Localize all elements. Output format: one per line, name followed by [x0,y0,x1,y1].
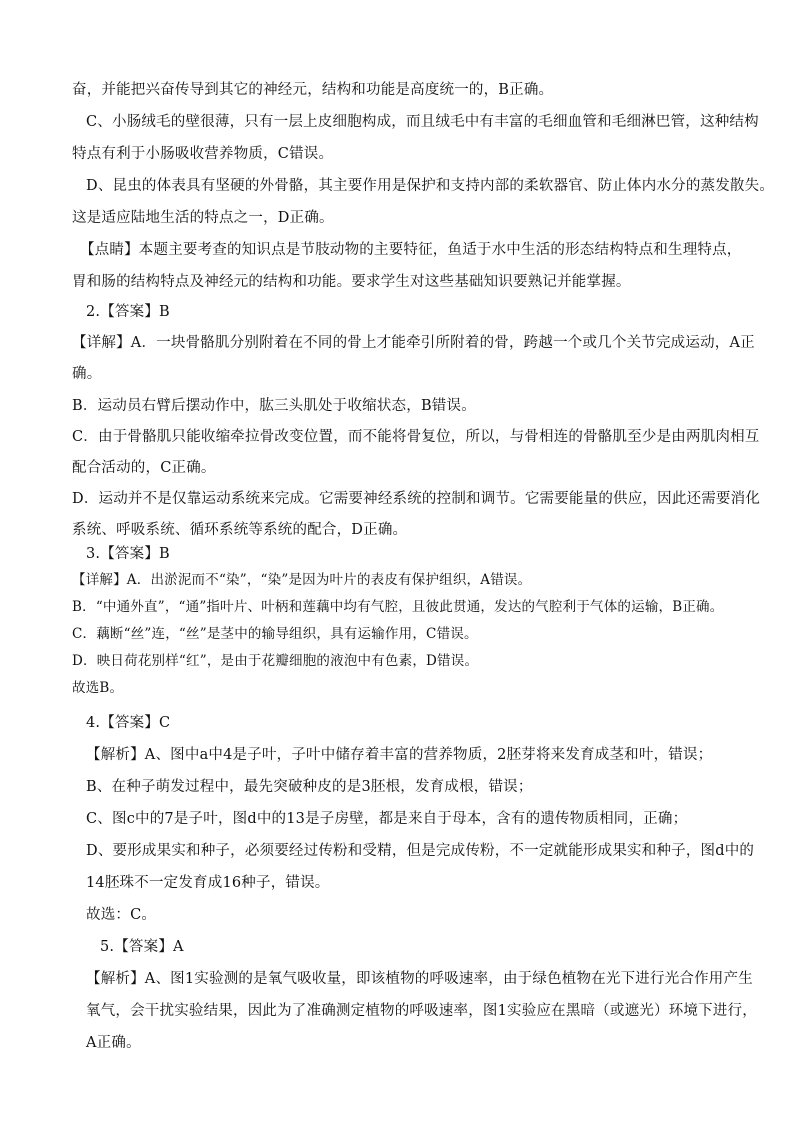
text-line: 故选：C。 [86,907,157,923]
text-line: 【点睛】本题主要考查的知识点是节肢动物的主要特征，鱼适于水中生活的形态结构特点和生理特点， [80,242,742,258]
text-line: D、要形成果实和种子，必须要经过传粉和受精，但是完成传粉，不一定就能形成果实和种子，图d中的 [86,843,755,859]
text-line: 故选B。 [72,680,124,696]
text-line: 奋，并能把兴奋传导到其它的神经元，结构和功能是高度统一的，B正确。 [72,82,554,98]
text-line: B、在种子萌发过程中，最先突破种皮的是3胚根，发育成根，错误； [86,779,533,795]
text-line: 特点有利于小肠吸收营养物质，C错误。 [72,146,334,162]
text-line: 确。 [72,366,102,382]
text-line: A正确。 [86,1035,141,1051]
answer-heading: 4.【答案】C [86,715,171,731]
text-line: B．运动员右臂后摆动作中，肱三头肌处于收缩状态，B错误。 [72,398,476,414]
text-line: 【解析】A、图中a中4是子叶，子叶中储存着丰富的营养物质，2胚芽将来发育成茎和叶，错误； [86,747,713,763]
text-line: 氧气，会干扰实验结果，因此为了准确测定植物的呼吸速率，图1实验应在黑暗（或遮光）环境下进行， [86,1003,757,1019]
text-line: 配合活动的，C正确。 [72,460,216,476]
text-line: 14胚珠不一定发育成16种子，错误。 [86,875,330,891]
answer-heading: 3.【答案】B [86,546,170,562]
text-line: 这是适应陆地生活的特点之一，D正确。 [72,210,334,226]
text-line: 系统、呼吸系统、循环系统等系统的配合，D正确。 [72,522,408,538]
answer-heading: 5.【答案】A [100,939,184,955]
text-line: D、昆虫的体表具有坚硬的外骨骼，其主要作用是保护和支持内部的柔软器官、防止体内水分的蒸发散失。 [86,178,775,194]
text-line: C、图c中的7是子叶，图d中的13是子房壁，都是来自于母本，含有的遗传物质相同，正确； [86,811,688,827]
text-line: B．“中通外直”，“通”指叶片、叶柄和莲藕中均有气腔，且彼此贯通，发达的气腔利于气体的运输，B正确。 [72,599,724,615]
text-line: 【详解】A．一块骨骼肌分别附着在不同的骨上才能牵引所附着的骨，跨越一个或几个关节完成运动，A正 [72,335,755,351]
text-line: C．藕断“丝”连，“丝”是茎中的输导组织，具有运输作用，C错误。 [72,626,478,642]
text-line: 【解析】A、图1实验测的是氧气吸收量，即该植物的呼吸速率，由于绿色植物在光下进行光合作用产生 [86,971,753,987]
text-line: C、小肠绒毛的壁很薄，只有一层上皮细胞构成，而且绒毛中有丰富的毛细血管和毛细淋巴管，这种结构 [86,114,759,130]
text-line: C．由于骨骼肌只能收缩牵拉骨改变位置，而不能将骨复位，所以，与骨相连的骨骼肌至少是由两肌肉相互 [72,429,760,445]
text-line: 胃和肠的结构特点及神经元的结构和功能。要求学生对这些基础知识要熟记并能掌握。 [72,274,631,290]
answer-heading: 2.【答案】B [86,304,170,320]
text-line: 【详解】A．出淤泥而不“染”，“染”是因为叶片的表皮有保护组织，A错误。 [72,572,532,588]
text-line: D．映日荷花别样“红”，是由于花瓣细胞的液泡中有色素，D错误。 [72,653,479,669]
text-line: D．运动并不是仅靠运动系统来完成。它需要神经系统的控制和调节。它需要能量的供应，因此还需要消化 [72,491,761,507]
